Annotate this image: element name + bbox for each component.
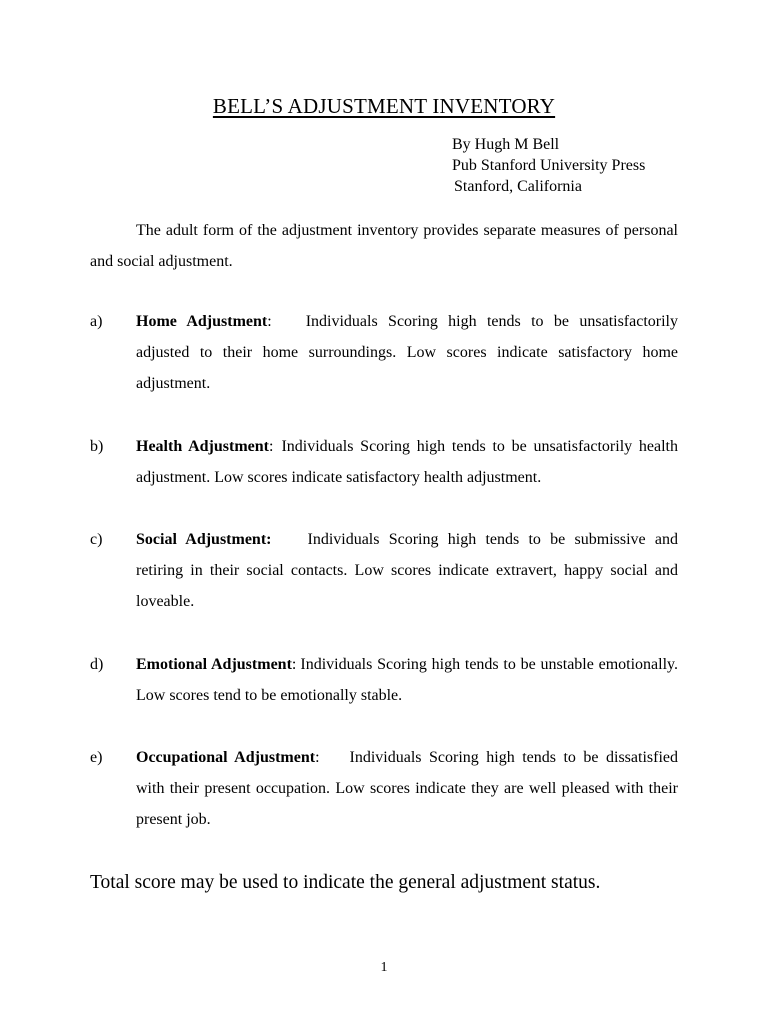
term-description: Individuals Scoring high tends to be unsatisfactorily health adjustment. Low scores indicate satisfactory health adjustment. xyxy=(136,438,678,486)
term-separator: : xyxy=(267,313,272,330)
document-title: BELL’S ADJUSTMENT INVENTORY xyxy=(212,94,556,118)
list-marker: d) xyxy=(90,656,104,673)
list-item-body xyxy=(136,742,678,835)
term-separator: : xyxy=(291,656,297,673)
list-item-occupational xyxy=(90,742,678,835)
list-item-emotional xyxy=(90,649,678,711)
term-label: Occupational Adjustment xyxy=(136,749,316,766)
list-item-body xyxy=(136,306,678,399)
list-item-body xyxy=(136,431,678,493)
term-label: Social Adjustment: xyxy=(136,531,272,548)
list-item-body xyxy=(136,649,678,711)
term-label: Home Adjustment xyxy=(136,313,268,330)
term-description: Individuals Scoring high tends to be unstable emotionally. Low scores tend to be emotionally stable. xyxy=(136,656,679,704)
byline xyxy=(452,134,645,197)
term-separator: : xyxy=(268,438,274,455)
list-marker: b) xyxy=(90,438,104,455)
term-description: Individuals Scoring high tends to be unsatisfactorily adjusted to their home surroundings. Low scores indicate satisfactory home adjustment. xyxy=(136,313,679,392)
list-marker: c) xyxy=(90,531,103,548)
term-separator: : xyxy=(315,749,320,766)
term-description: Individuals Scoring high tends to be submissive and retiring in their social contacts. Low scores indicate extravert, happy social and loveable. xyxy=(136,531,678,610)
list-item-social xyxy=(90,524,678,617)
total-score-note: Total score may be used to indicate the general adjustment status. xyxy=(90,872,601,893)
intro-paragraph: The adult form of the adjustment inventory provides separate measures of personal and social adjustment. xyxy=(90,222,678,270)
term-label: Health Adjustment xyxy=(136,438,269,455)
term-description: Individuals Scoring high tends to be dissatisfied with their present occupation. Low scores indicate they are well pleased with their present job. xyxy=(136,749,678,828)
list-marker: e) xyxy=(90,749,103,766)
list-item-home xyxy=(90,306,678,399)
byline-publisher: Pub Stanford University Press xyxy=(452,157,646,174)
byline-location: Stanford, California xyxy=(454,178,582,195)
list-item-body xyxy=(136,524,678,617)
byline-author: By Hugh M Bell xyxy=(452,136,560,153)
list-marker: a) xyxy=(90,313,103,330)
term-label: Emotional Adjustment xyxy=(136,656,292,673)
list-item-health xyxy=(90,431,678,493)
page-number: 1 xyxy=(380,960,388,975)
